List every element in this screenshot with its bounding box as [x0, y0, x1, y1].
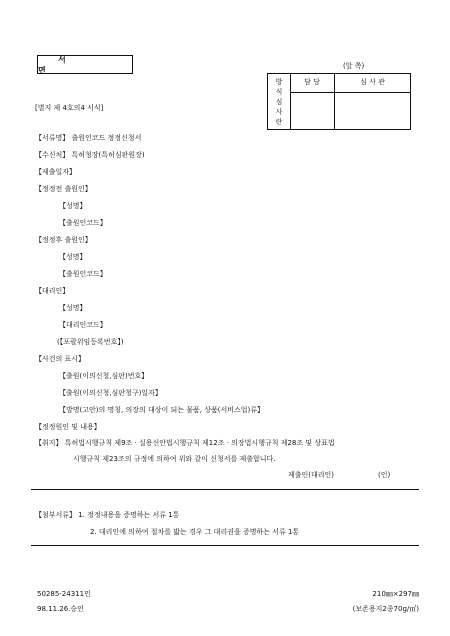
field-case-number: 【출원(이의신청,심판)번호】 [59, 372, 149, 380]
field-before-code: 【출원인코드】 [59, 219, 107, 227]
field-submit-date: 【제출일자】 [35, 168, 77, 176]
field-agent: 【대리인】 [35, 287, 70, 295]
field-case-date: 【출원(이의신청,심판청구)일자】 [59, 389, 162, 397]
field-case: 【사건의 표시】 [35, 355, 86, 363]
footer-size: 210㎜×297㎜ [372, 590, 419, 598]
field-correction: 【정정원인 및 내용】 [35, 423, 101, 431]
field-agent-registration: (【포괄위임등록번호】) [57, 338, 124, 346]
approval-side-label: 방식심사란 [275, 77, 283, 126]
field-signer: 제출인(대리인) [288, 471, 335, 479]
attachment-line2: 2. 대리인에 의하여 절차를 밟는 경우 그 대리권을 증명하는 서류 1통 [90, 528, 300, 536]
field-case-invention: 【발명(고안)의 명칭, 의장의 대상이 되는 물품, 상품(서비스업)류】 [59, 406, 265, 414]
approval-col-staff: 담 당 [304, 78, 320, 86]
field-before-name: 【성명】 [59, 202, 87, 210]
field-after-applicant: 【정정후 출원인】 [35, 236, 92, 244]
field-doc-name: 【서류명】 출원인코드 정정신청서 [35, 134, 142, 142]
approval-table [267, 73, 411, 130]
field-after-code: 【출원인코드】 [59, 270, 107, 278]
form-number: [별지 제 4호의4 서식] [35, 104, 104, 112]
footer-code: 50285-24311민 [37, 590, 91, 598]
attachment-line1: 【첨부서류】 1. 정정내용을 증명하는 서류 1통 [35, 511, 180, 519]
divider-rule [31, 545, 419, 546]
field-after-name: 【성명】 [59, 253, 87, 261]
form-title: 서 면 [37, 55, 133, 74]
divider-rule [31, 489, 419, 490]
field-agent-code: 【대리인코드】 [59, 321, 107, 329]
footer-approval-date: 98.11.26.승인 [37, 605, 84, 613]
field-agent-name: 【성명】 [59, 304, 87, 312]
field-seal: (인) [378, 471, 391, 479]
field-purpose-line1: 【취지】 특허법시행규칙 제9조 · 실용신안법시행규칙 제12조 · 의장법시행규칙 제28조 및 상표법 [35, 439, 335, 447]
page-side-label: (앞 쪽) [343, 62, 365, 70]
field-purpose-line2: 시행규칙 제23조의 규정에 의하여 위와 같이 신청서를 제출합니다. [73, 455, 276, 463]
approval-header-rule [290, 92, 410, 93]
field-recipient: 【수신처】 특허청장(특허심판원장) [35, 151, 145, 159]
field-before-applicant: 【정정전 출원인】 [35, 185, 92, 193]
approval-col-examiner: 심 사 관 [360, 78, 385, 86]
footer-paper: (보존용지2종70g/㎡) [352, 605, 419, 613]
